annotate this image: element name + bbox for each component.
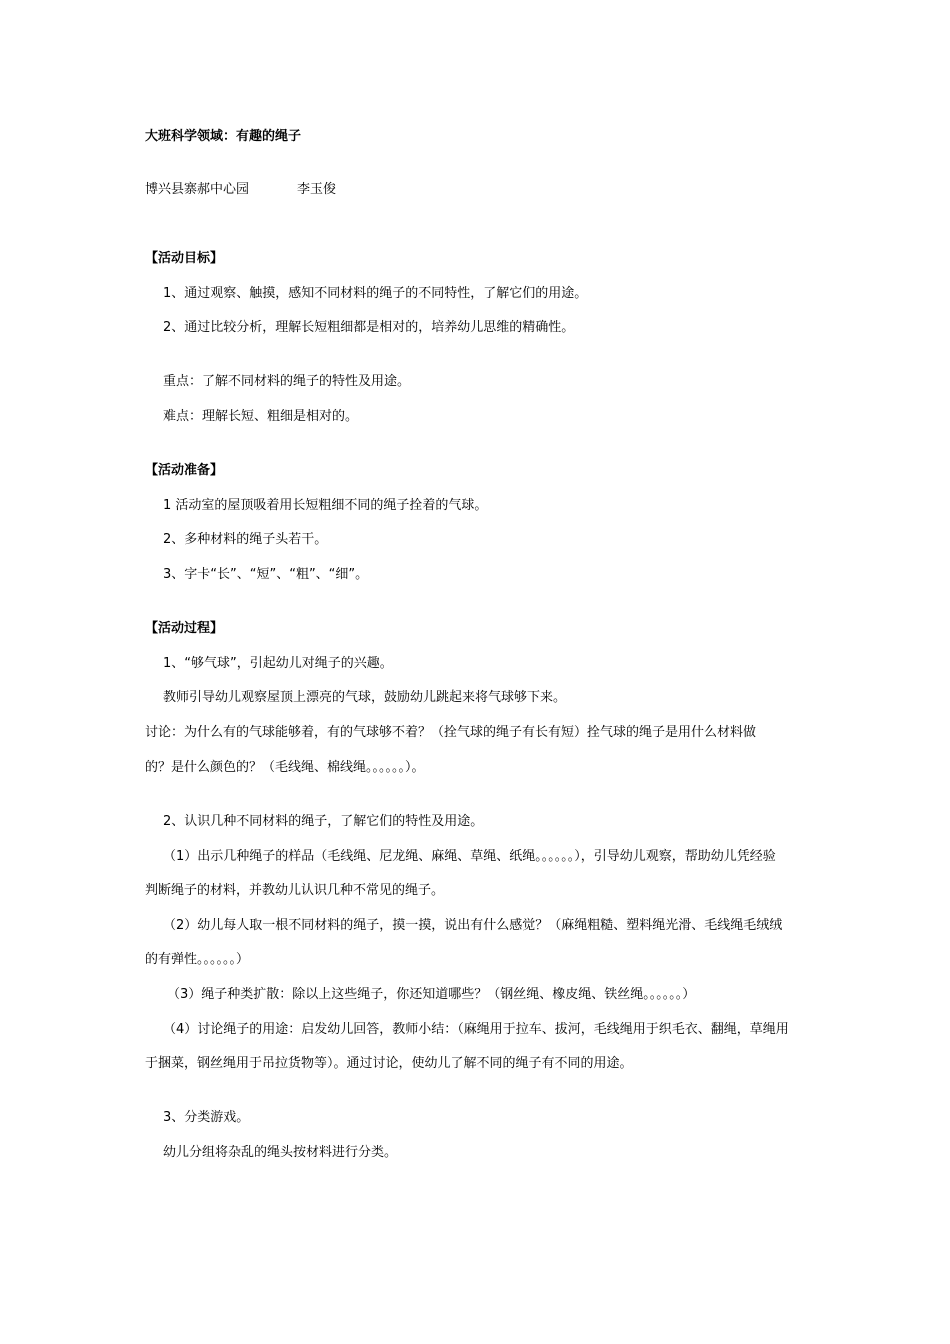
preparation-item: 3、字卡“长”、“短”、“粗”、“细”。 (163, 567, 369, 582)
step2-sub2-line2: 的有弹性。。。。。。） (145, 952, 250, 967)
step2-sub4-line1: （4）讨论绳子的用途：启发幼儿回答，教师小结：（麻绳用于拉车、拔河，毛线绳用于织毛衣、翻绳，草绳用 (163, 1022, 789, 1037)
step2-sub3: （3）绳子种类扩散：除以上这些绳子，你还知道哪些？（钢丝绳、橡皮绳、铁丝绳。。。。。。） (167, 987, 696, 1002)
step1-discussion-line2: 的？是什么颜色的？（毛线绳、棉线绳。。。。。。）。 (145, 760, 425, 775)
preparation-heading: 【活动准备】 (145, 463, 224, 478)
preparation-item: 1 活动室的屋顶吸着用长短粗细不同的绳子拴着的气球。 (163, 498, 488, 513)
step3-text: 幼儿分组将杂乱的绳头按材料进行分类。 (163, 1145, 398, 1160)
key-point: 重点：了解不同材料的绳子的特性及用途。 (163, 374, 411, 389)
process-heading: 【活动过程】 (145, 621, 224, 636)
goals-heading: 【活动目标】 (145, 251, 224, 266)
step2-sub2-line1: （2）幼儿每人取一根不同材料的绳子，摸一摸，说出有什么感觉？（麻绳粗糙、塑料绳光滑、毛线绳毛绒绒 (163, 918, 783, 933)
step2-sub1-line1: （1）出示几种绳子的样品（毛线绳、尼龙绳、麻绳、草绳、纸绳。。。。。。），引导幼儿观察，帮助幼儿凭经验 (163, 849, 776, 864)
author-unit: 博兴县寨郝中心园 (145, 182, 250, 197)
author-name: 李玉俊 (297, 182, 337, 197)
goal-item: 1、通过观察、触摸，感知不同材料的绳子的不同特性，了解它们的用途。 (163, 286, 588, 301)
preparation-item: 2、多种材料的绳子头若干。 (163, 532, 328, 547)
step1-discussion-line1: 讨论：为什么有的气球能够着，有的气球够不着？（拴气球的绳子有长有短）拴气球的绳子是用什么材料做 (145, 725, 757, 740)
goal-item: 2、通过比较分析，理解长短粗细都是相对的，培养幼儿思维的精确性。 (163, 320, 575, 335)
document-title: 大班科学领域：有趣的绳子 (145, 129, 302, 144)
step2-sub4-line2: 于捆菜，钢丝绳用于吊拉货物等）。通过讨论，使幼儿了解不同的绳子有不同的用途。 (145, 1056, 633, 1071)
difficulty-point: 难点：理解长短、粗细是相对的。 (163, 409, 359, 424)
step1-title: 1、“够气球”，引起幼儿对绳子的兴趣。 (163, 656, 393, 671)
step2-sub1-line2: 判断绳子的材料，并教幼儿认识几种不常见的绳子。 (145, 883, 445, 898)
author-line (145, 181, 336, 199)
step3-title: 3、分类游戏。 (163, 1110, 250, 1125)
step1-text: 教师引导幼儿观察屋顶上漂亮的气球，鼓励幼儿跳起来将气球够下来。 (163, 690, 567, 705)
step2-title: 2、认识几种不同材料的绳子，了解它们的特性及用途。 (163, 814, 484, 829)
